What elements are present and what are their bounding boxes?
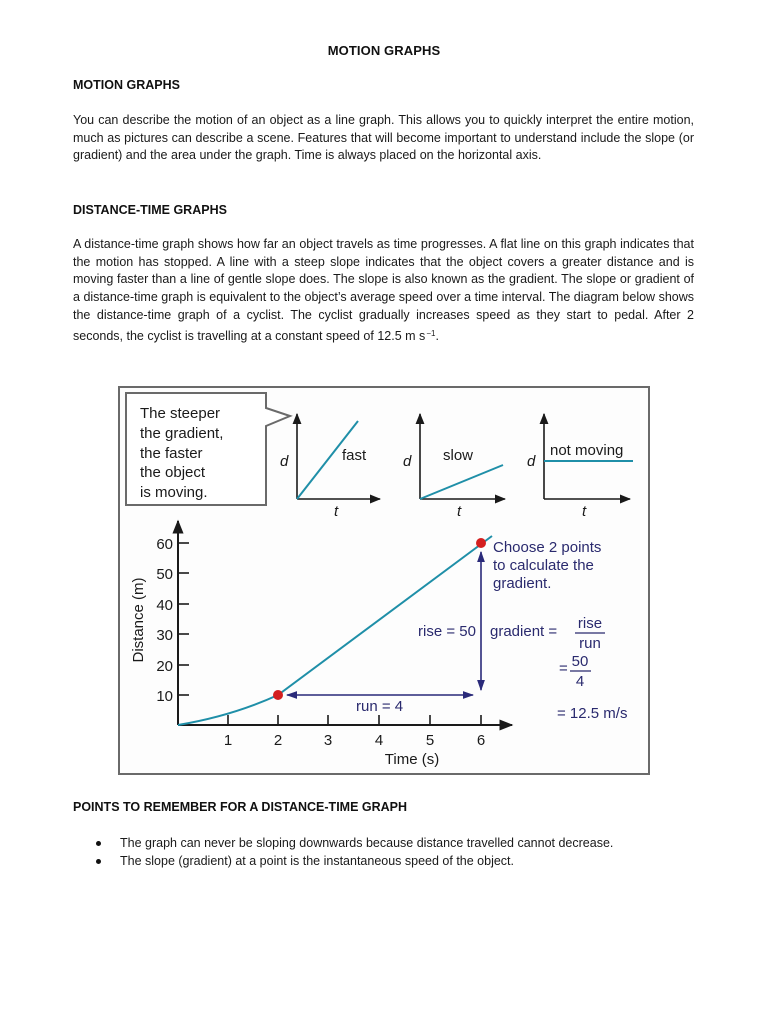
- choose-points-line-2: to calculate the: [493, 557, 594, 574]
- fraction-50: 50: [571, 653, 589, 670]
- list-item-text: The slope (gradient) at a point is the instantaneous speed of the object.: [120, 854, 515, 868]
- callout-line-5: is moving.: [140, 484, 208, 501]
- mini-not-moving-y-label: d: [527, 453, 536, 470]
- mini-slow-y-label: d: [403, 453, 412, 470]
- fraction-run: run: [579, 635, 601, 652]
- mini-not-moving-x-label: t: [582, 503, 587, 520]
- bullet-icon: [96, 859, 101, 864]
- list-item: [73, 852, 713, 870]
- unit-superscript: −1: [426, 328, 436, 338]
- paragraph-distance-time: [73, 236, 694, 345]
- y-tick-20: 20: [156, 658, 173, 675]
- callout-line-1: The steeper: [140, 405, 221, 422]
- y-tick-10: 10: [156, 688, 173, 705]
- mini-slow-label: slow: [443, 447, 474, 464]
- main-graph-axes: [130, 521, 512, 768]
- list-item: [73, 834, 713, 852]
- fraction-4: 4: [575, 673, 585, 690]
- points-list: [73, 834, 713, 870]
- x-tick-2: 2: [273, 732, 283, 749]
- figure-svg: [120, 388, 650, 775]
- mini-slow-x-label: t: [457, 503, 462, 520]
- y-tick-30: 30: [156, 627, 173, 644]
- callout-line-2: the gradient,: [140, 425, 224, 442]
- section-heading-motion-graphs: MOTION GRAPHS: [73, 78, 180, 92]
- point-2s-10m: [273, 690, 283, 700]
- equals-sign: =: [559, 660, 568, 677]
- list-item-text: The graph can never be sloping downwards because distance travelled cannot decrease.: [120, 836, 614, 850]
- gradient-result: = 12.5 m/s: [557, 705, 628, 722]
- mini-fast-x-label: t: [334, 503, 339, 520]
- paragraph-end: .: [435, 328, 439, 343]
- page-title: MOTION GRAPHS: [327, 43, 441, 58]
- mini-fast-y-label: d: [280, 453, 289, 470]
- gradient-label: gradient =: [490, 623, 558, 640]
- paragraph-text: A distance-time graph shows how far an object travels as time progresses. A flat line on this graph indicates that the motion has stopped. A line with a steep slope indicates that the object covers a greater distance and is moving faster than a line of gentle slope does. The slope is also known as the gradient. The slope or gradient of a distance-time graph is equivalent to the object’s average speed over a time interval. The diagram below shows the distance-time graph of a cyclist. The cyclist gradually increases speed as they start to pedal. After 2 seconds, the cyclist is travelling at a constant speed of 12.5 m s: [73, 237, 694, 343]
- rise-label: rise = 50: [418, 623, 476, 640]
- bullet-icon: [96, 841, 101, 846]
- x-tick-1: 1: [223, 732, 233, 749]
- section-heading-points-to-remember: POINTS TO REMEMBER FOR A DISTANCE-TIME GRAPH: [73, 800, 408, 814]
- mini-graph-fast: [280, 414, 380, 520]
- y-tick-40: 40: [156, 597, 173, 614]
- mini-not-moving-label: not moving: [550, 442, 624, 459]
- mini-graph-slow: [403, 414, 505, 520]
- run-label: run = 4: [356, 698, 404, 715]
- y-axis-label: Distance (m): [130, 577, 147, 663]
- choose-points-line-3: gradient.: [493, 575, 552, 592]
- x-tick-6: 6: [476, 732, 486, 749]
- x-tick-4: 4: [374, 732, 384, 749]
- callout-line-3: the faster: [140, 445, 203, 462]
- distance-time-figure: [118, 386, 650, 775]
- x-tick-5: 5: [425, 732, 435, 749]
- y-tick-60: 60: [156, 536, 173, 553]
- x-tick-3: 3: [323, 732, 333, 749]
- fraction-rise: rise: [577, 615, 603, 632]
- y-tick-50: 50: [156, 566, 173, 583]
- callout-line-4: the object: [140, 464, 206, 481]
- mini-graph-not-moving: [527, 414, 633, 520]
- point-6s-60m: [476, 538, 486, 548]
- section-heading-distance-time: DISTANCE-TIME GRAPHS: [73, 203, 227, 217]
- choose-points-line-1: Choose 2 points: [493, 539, 602, 556]
- mini-fast-label: fast: [342, 447, 367, 464]
- paragraph-motion-graphs: You can describe the motion of an object as a line graph. This allows you to quickly interpret the entire motion, much as pictures can describe a scene. Features that will become important to understand include the slope (or gradient) and the area under the graph. Time is always placed on the horizontal axis.: [73, 113, 694, 163]
- callout-box: [126, 393, 290, 505]
- x-axis-label: Time (s): [384, 751, 440, 768]
